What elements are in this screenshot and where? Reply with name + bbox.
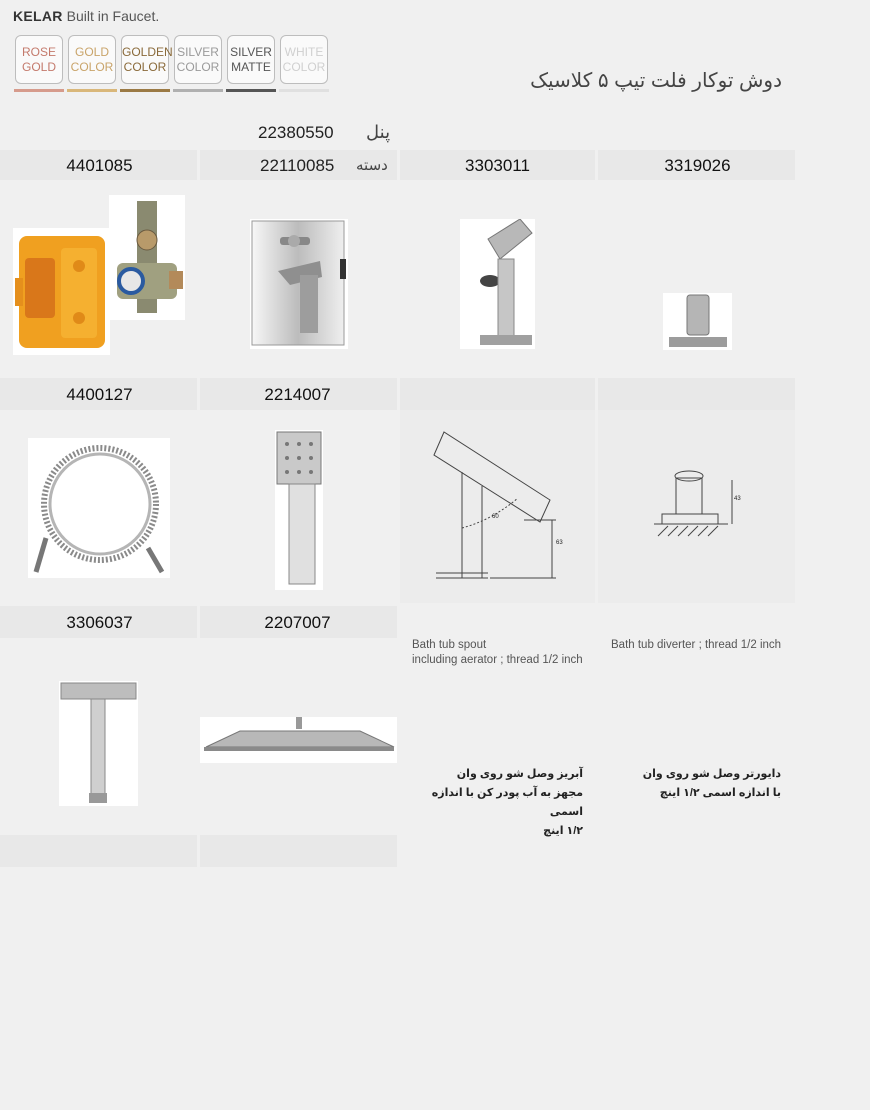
mixer-panel-image	[250, 219, 348, 349]
color-swatch	[174, 35, 222, 84]
swatch-label: GOLD	[21, 60, 56, 74]
hose-photo	[28, 438, 170, 578]
desc-line: دایورتر وصل شو روی وان	[642, 768, 781, 780]
desc-line: آبریز وصل شو روی وان	[456, 768, 583, 780]
spout-description-fa	[400, 765, 583, 841]
rain-shower-head-image	[200, 717, 397, 763]
ceiling-shower-arm-image	[59, 681, 138, 806]
spout-description-en	[412, 638, 583, 668]
spout-height-label: 63	[556, 540, 563, 546]
arm-photo	[59, 681, 138, 806]
color-swatch	[68, 35, 116, 84]
swatch-color-bar	[173, 89, 223, 92]
desc-line: including aerator ; thread 1/2 inch	[412, 654, 583, 666]
product-code: 3306037	[66, 613, 133, 632]
brand-tagline: Built in Faucet.	[66, 8, 160, 24]
hand-shower-image	[275, 430, 323, 590]
diverter-description-en: Bath tub diverter ; thread 1/2 inch	[611, 639, 782, 651]
concealed-mixer-box-image	[13, 228, 110, 355]
brand-line	[13, 8, 159, 24]
page-title: دوش توکار فلت تیپ ۵ کلاسیک	[530, 70, 782, 92]
color-swatch	[227, 35, 275, 84]
empty-band	[0, 835, 197, 867]
product-code: 4400127	[66, 385, 133, 404]
swatch-label: ROSE	[21, 45, 56, 59]
swatch-color-bar	[279, 89, 329, 92]
desc-line: ۱/۲ اینچ	[543, 825, 583, 837]
bath-spout-image	[460, 219, 535, 349]
diverter-description-fa	[598, 765, 781, 803]
swatch-label: COLOR	[176, 60, 220, 74]
swatch-label: SILVER	[230, 45, 272, 59]
color-swatch	[121, 35, 173, 84]
diverter-photo	[663, 293, 732, 350]
diverter-drawing-pane	[598, 410, 795, 603]
swatch-color-bar	[226, 89, 276, 92]
swatch-color-bar	[67, 89, 117, 92]
desc-line: مجهز به آب پودر کن با اندازه اسمی	[431, 787, 583, 818]
swatch-label: SILVER	[177, 45, 219, 59]
hand-shower-photo	[275, 430, 323, 590]
handle-label: دسته	[356, 157, 388, 174]
head-photo	[200, 717, 397, 763]
product-code: 3319026	[664, 156, 731, 175]
product-code: 3303011	[465, 156, 530, 175]
swatch-label: COLOR	[282, 60, 326, 74]
swatch-label: GOLD	[74, 45, 109, 59]
swatch-color-bar	[120, 89, 170, 92]
valve-photo	[109, 195, 185, 320]
spout-drawing-pane	[400, 410, 595, 603]
product-code: 4401085	[66, 156, 133, 175]
handle-code: 22110085	[260, 156, 335, 175]
product-code: 2207007	[264, 613, 331, 632]
code-band	[598, 378, 795, 410]
desc-line: با اندازه اسمی ۱/۲ اینچ	[659, 787, 781, 799]
diverter-technical-drawing	[598, 410, 795, 603]
swatch-label: MATTE	[231, 60, 271, 74]
swatch-color-bar	[14, 89, 64, 92]
spout-technical-drawing	[400, 410, 595, 603]
swatch-label: WHITE	[284, 45, 324, 59]
angle-label: 60	[492, 514, 499, 520]
swatch-label: COLOR	[70, 60, 114, 74]
code-band	[400, 378, 595, 410]
spout-photo	[460, 219, 535, 349]
diverter-knob-image	[663, 293, 732, 350]
brand-name: KELAR	[13, 8, 63, 24]
shower-hose-image	[28, 438, 170, 578]
brass-valve-image	[109, 195, 185, 320]
panel-label: پنل	[366, 122, 391, 142]
mixer-box-photo	[13, 228, 110, 355]
swatch-label: GOLDEN	[122, 45, 173, 59]
color-swatch	[15, 35, 63, 84]
panel-code: 22380550	[258, 123, 334, 142]
swatch-label: COLOR	[123, 60, 167, 74]
color-swatch	[280, 35, 328, 84]
empty-band	[200, 835, 397, 867]
product-code: 2214007	[264, 385, 331, 404]
panel-photo	[250, 219, 348, 349]
diverter-height-label: 43	[734, 496, 741, 502]
desc-line: Bath tub spout	[412, 639, 487, 651]
